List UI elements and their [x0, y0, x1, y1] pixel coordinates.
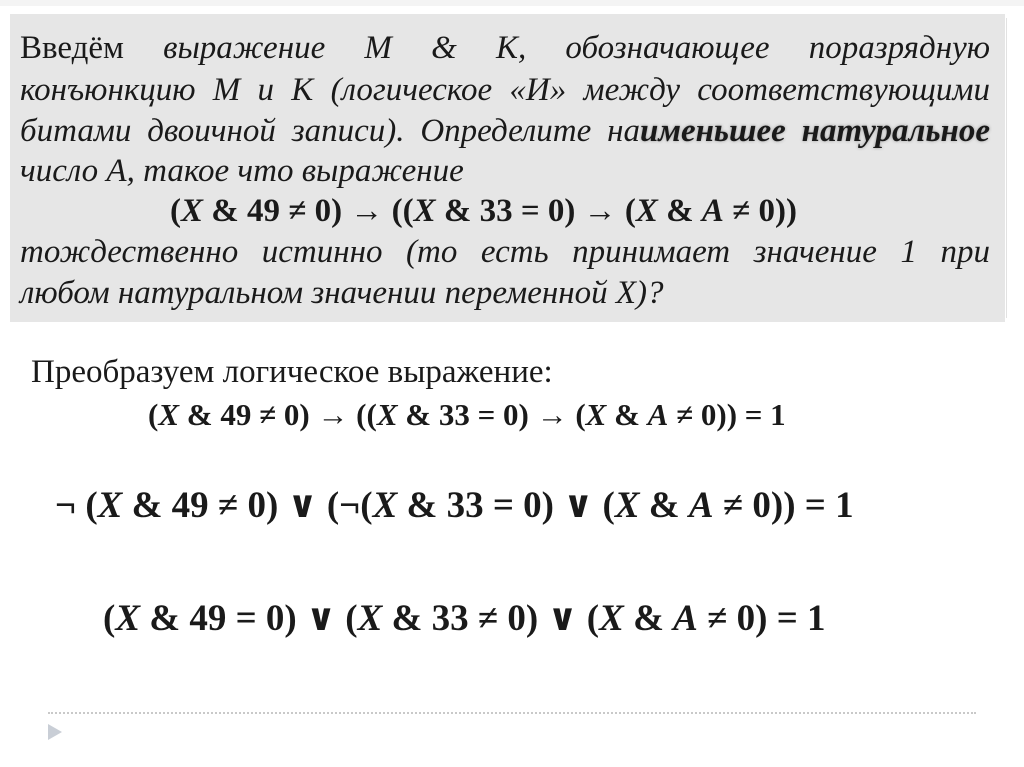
formula-part: ≠ 0) = 1 — [697, 598, 826, 639]
formula-part: ≠ 0)) = 1 — [668, 397, 786, 432]
formula-var: A — [647, 397, 669, 432]
formula-var: X — [181, 193, 204, 229]
equation-1 — [148, 397, 786, 433]
formula-part: ≠ 0)) = 1 — [713, 485, 854, 526]
formula-part: & 33 = 0) ∨ ( — [397, 485, 615, 526]
formula-var: X — [614, 485, 640, 526]
formula-var: X — [413, 193, 436, 229]
task-line-3-highlight: именьшее натуральное — [640, 113, 990, 149]
formula-part: ( — [170, 193, 181, 229]
task-line-4-b: , такое что выражение — [126, 153, 464, 189]
formula-part: ( — [148, 397, 159, 432]
formula-var: X — [599, 598, 624, 639]
formula-var: X — [357, 598, 383, 639]
formula-var: X — [635, 193, 658, 229]
formula-var: A — [701, 193, 724, 229]
formula-part: & — [639, 485, 689, 526]
task-line-6: тождественно истинно (то есть принимает значение 1 при — [20, 234, 990, 270]
equation-3 — [103, 598, 826, 640]
formula-var: A — [673, 598, 698, 639]
formula-part: ¬ ( — [55, 485, 98, 526]
task-formula — [170, 193, 797, 229]
formula-part: & 49 ≠ 0) → (( — [179, 397, 377, 432]
equation-2 — [55, 485, 854, 527]
play-triangle-icon[interactable] — [46, 722, 64, 742]
task-line-2: конъюнкцию M и K (логическое «И» между соответствующими — [20, 72, 990, 108]
formula-part: & 49 ≠ 0) ∨ (¬( — [122, 485, 373, 526]
formula-part: & 49 = 0) ∨ ( — [140, 598, 358, 639]
formula-var: X — [376, 397, 398, 432]
formula-var: X — [97, 485, 123, 526]
formula-part: ≠ 0)) — [723, 193, 798, 229]
formula-part: & — [657, 193, 702, 229]
task-line-3 — [20, 113, 990, 149]
formula-var: X — [158, 397, 180, 432]
formula-part: & 33 = 0) → ( — [435, 193, 636, 229]
formula-var: X — [585, 397, 607, 432]
formula-part: ( — [103, 598, 116, 639]
formula-var: X — [115, 598, 141, 639]
formula-part: & — [623, 598, 674, 639]
task-line-1-rest: выражение М & K, обозначающее поразрядную — [123, 30, 990, 66]
task-line-4-highlight: число А — [20, 153, 127, 189]
solution-heading: Преобразуем логическое выражение: — [31, 354, 553, 390]
formula-part: & 33 = 0) → ( — [397, 397, 586, 432]
task-line-7: любом натуральном значении переменной X)? — [20, 275, 664, 311]
side-rule — [1006, 18, 1007, 318]
formula-part: & 33 ≠ 0) ∨ ( — [382, 598, 600, 639]
formula-part: & 49 ≠ 0) → (( — [203, 193, 414, 229]
task-line-3-a: битами двоичной записи). Определите на — [20, 113, 640, 149]
top-rule — [0, 0, 1024, 6]
formula-part: & — [606, 397, 648, 432]
formula-var: A — [688, 485, 714, 526]
formula-var: X — [372, 485, 398, 526]
task-lead-word: Введём — [20, 30, 124, 66]
task-line-4 — [20, 153, 464, 189]
task-line-1 — [20, 30, 990, 66]
footer-divider — [48, 712, 976, 714]
